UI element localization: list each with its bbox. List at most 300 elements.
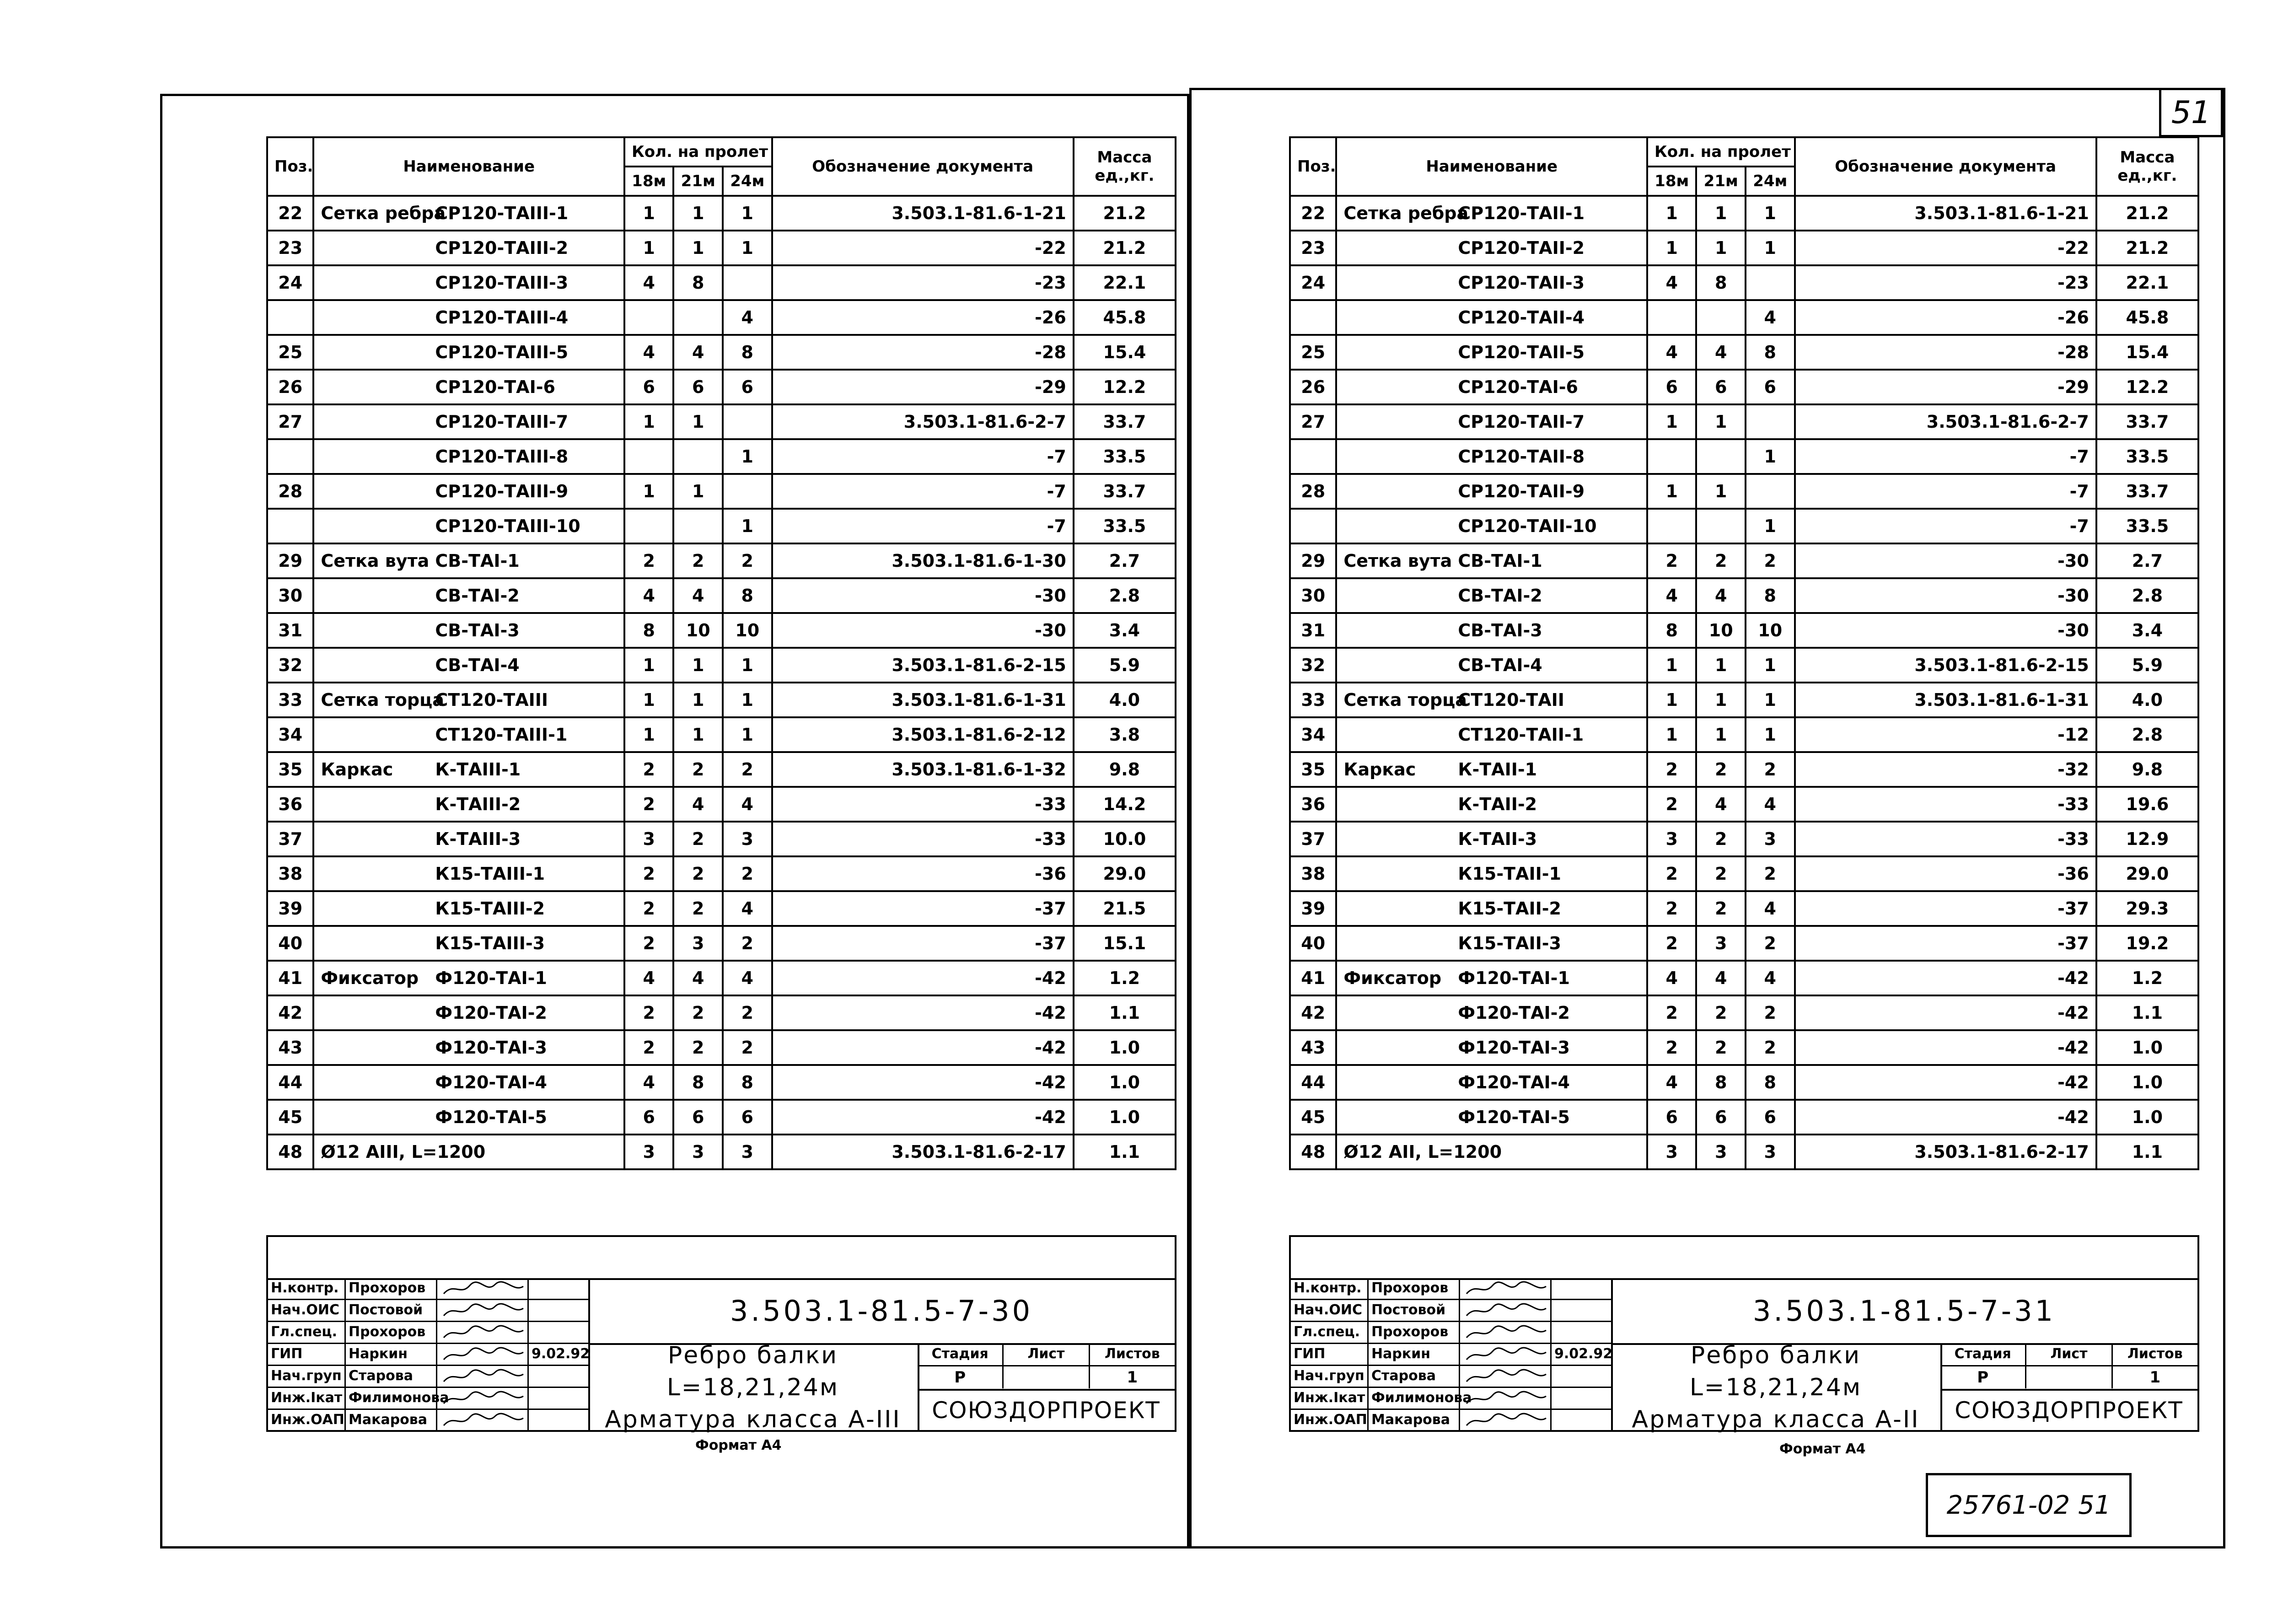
qty-21-cell: 2 [673, 995, 723, 1030]
signature-cell [1460, 1344, 1552, 1365]
mass-cell: 1.1 [2096, 995, 2198, 1030]
pos-cell: 22 [267, 196, 313, 231]
qty-24-cell [723, 265, 772, 300]
mass-cell: 33.7 [1074, 474, 1176, 509]
doc-cell: 3.503.1-81.6-2-12 [772, 717, 1074, 752]
person-name: Прохоров [1369, 1278, 1460, 1299]
name-cell [1336, 648, 1647, 683]
qty-24-cell: 4 [1746, 891, 1795, 926]
table-row [267, 683, 1176, 717]
doc-cell: 3.503.1-81.6-1-21 [772, 196, 1074, 231]
mass-cell: 14.2 [1074, 787, 1176, 822]
group-label [1343, 725, 1458, 745]
pos-cell: 45 [267, 1100, 313, 1135]
signature-row [1291, 1366, 1611, 1388]
signature-grid [1291, 1278, 1613, 1432]
name-cell [313, 856, 624, 891]
qty-24-cell: 1 [1746, 509, 1795, 543]
name-cell [1336, 370, 1647, 404]
doc-cell: 3.503.1-81.6-2-17 [772, 1135, 1074, 1169]
pos-cell: 43 [267, 1030, 313, 1065]
role-label: Н.контр. [268, 1278, 346, 1299]
group-label: Сетка ребра [1343, 203, 1469, 223]
pos-cell: 22 [1290, 196, 1336, 231]
header-doc: Обозначение документа [1795, 137, 2096, 196]
pos-cell: 36 [1290, 787, 1336, 822]
group-label: Каркас [1343, 759, 1416, 780]
group-label [321, 898, 435, 919]
qty-18-cell: 1 [624, 717, 674, 752]
person-name: Постовой [1369, 1300, 1460, 1321]
qty-24-cell: 3 [723, 1135, 772, 1169]
header-q21: 21м [1696, 167, 1746, 196]
name-cell [1336, 787, 1647, 822]
qty-18-cell: 2 [1647, 891, 1697, 926]
qty-24-cell: 3 [723, 822, 772, 856]
doc-cell: -7 [772, 474, 1074, 509]
qty-21-cell: 2 [673, 752, 723, 787]
group-label [321, 1003, 435, 1023]
table-row [267, 995, 1176, 1030]
role-label: Нач.ОИС [268, 1300, 346, 1321]
name-cell [1336, 543, 1647, 578]
name-cell [1336, 961, 1647, 995]
qty-24-cell: 10 [1746, 613, 1795, 648]
qty-18-cell: 4 [624, 1065, 674, 1100]
person-name: Филимонова [1369, 1388, 1460, 1409]
signature-cell [437, 1344, 529, 1365]
mark-label: К15-ТАII-2 [1458, 898, 1561, 919]
qty-21-cell [673, 300, 723, 335]
qty-24-cell: 2 [723, 1030, 772, 1065]
table-row [1290, 300, 2198, 335]
header-qty: Кол. на пролет [1647, 137, 1795, 167]
table-row [1290, 683, 2198, 717]
left-spec-table [266, 136, 1176, 1170]
name-cell [313, 578, 624, 613]
table-row [1290, 648, 2198, 683]
date-cell [1552, 1410, 1611, 1432]
group-label [321, 725, 435, 745]
qty-24-cell: 6 [1746, 1100, 1795, 1135]
doc-cell: -28 [1795, 335, 2096, 370]
doc-cell: -42 [1795, 1100, 2096, 1135]
mark-label: СВ-ТАI-2 [435, 586, 520, 606]
signature-cell [437, 1410, 529, 1432]
qty-21-cell: 6 [1696, 1100, 1746, 1135]
qty-18-cell: 2 [624, 543, 674, 578]
qty-21-cell: 3 [673, 1135, 723, 1169]
doc-cell: -7 [1795, 474, 2096, 509]
mass-cell: 21.2 [2096, 231, 2198, 265]
group-label [1343, 620, 1458, 640]
table-row [1290, 1065, 2198, 1100]
table-row [267, 404, 1176, 439]
qty-18-cell: 1 [1647, 404, 1697, 439]
qty-24-cell: 6 [723, 1100, 772, 1135]
group-label: Сетка торца [1343, 690, 1467, 710]
mark-label: СР120-ТАIII-8 [435, 446, 569, 467]
mass-cell: 1.1 [1074, 995, 1176, 1030]
name-cell [313, 683, 624, 717]
role-label: Гл.спец. [1291, 1322, 1369, 1343]
qty-21-cell: 2 [673, 856, 723, 891]
pos-cell: 28 [267, 474, 313, 509]
archive-number: 25761-02 51 [1926, 1473, 2132, 1537]
group-label [321, 481, 435, 501]
doc-cell: 3.503.1-81.6-2-17 [1795, 1135, 2096, 1169]
role-label: Нач.груп [268, 1366, 346, 1387]
qty-21-cell: 4 [1696, 578, 1746, 613]
qty-18-cell: 4 [624, 961, 674, 995]
qty-24-cell: 1 [723, 683, 772, 717]
qty-21-cell: 10 [673, 613, 723, 648]
doc-cell: -37 [772, 926, 1074, 961]
group-label [1343, 829, 1458, 849]
table-row [267, 474, 1176, 509]
name-cell [1336, 231, 1647, 265]
qty-21-cell: 1 [1696, 648, 1746, 683]
qty-24-cell: 1 [723, 439, 772, 474]
mass-cell: 9.8 [1074, 752, 1176, 787]
qty-21-cell [673, 509, 723, 543]
qty-24-cell: 8 [1746, 578, 1795, 613]
signature-scribble [1463, 1302, 1550, 1320]
mass-cell: 1.0 [2096, 1065, 2198, 1100]
mass-cell: 2.8 [2096, 717, 2198, 752]
qty-24-cell: 8 [723, 578, 772, 613]
doc-cell: -26 [1795, 300, 2096, 335]
doc-cell: -12 [1795, 717, 2096, 752]
mark-label: Ф120-ТАI-4 [435, 1072, 547, 1092]
mass-cell: 1.0 [2096, 1030, 2198, 1065]
qty-18-cell: 4 [1647, 578, 1697, 613]
pos-cell: 23 [267, 231, 313, 265]
mark-label: СР120-ТАIII-10 [435, 516, 580, 536]
table-row [267, 961, 1176, 995]
mass-cell: 12.9 [2096, 822, 2198, 856]
mass-cell: 33.5 [1074, 439, 1176, 474]
qty-24-cell: 4 [1746, 961, 1795, 995]
group-label: Сетка вута [321, 551, 430, 571]
header-pos: Поз. [267, 137, 313, 196]
group-label: Сетка торца [321, 690, 444, 710]
table-row [1290, 578, 2198, 613]
qty-24-cell: 1 [723, 509, 772, 543]
qty-18-cell: 4 [1647, 265, 1697, 300]
group-label: Каркас [321, 759, 393, 780]
qty-24-cell [1746, 474, 1795, 509]
mark-label: СТ120-ТАII [1458, 690, 1564, 710]
doc-cell: -33 [1795, 787, 2096, 822]
pos-cell: 42 [1290, 995, 1336, 1030]
group-label [321, 516, 435, 536]
group-label: Сетка вута [1343, 551, 1452, 571]
group-label [321, 238, 435, 258]
table-row [1290, 265, 2198, 300]
name-cell [313, 1135, 624, 1169]
mark-label: К-ТАII-2 [1458, 794, 1537, 814]
qty-21-cell: 4 [1696, 335, 1746, 370]
pos-cell: 35 [267, 752, 313, 787]
qty-24-cell: 4 [1746, 787, 1795, 822]
pos-cell: 34 [267, 717, 313, 752]
pos-cell: 44 [267, 1065, 313, 1100]
doc-cell: 3.503.1-81.6-1-31 [772, 683, 1074, 717]
qty-21-cell: 1 [1696, 717, 1746, 752]
name-cell [313, 613, 624, 648]
qty-21-cell: 1 [1696, 683, 1746, 717]
pos-cell: 41 [267, 961, 313, 995]
signature-cell [437, 1278, 529, 1299]
group-label: Ø12 АII, L=1200 [1343, 1142, 1502, 1162]
role-label: Гл.спец. [268, 1322, 346, 1343]
name-cell [313, 474, 624, 509]
qty-18-cell: 1 [1647, 683, 1697, 717]
doc-cell: 3.503.1-81.6-1-31 [1795, 683, 2096, 717]
signature-row [1291, 1388, 1611, 1410]
qty-24-cell: 8 [1746, 335, 1795, 370]
date-cell [1552, 1300, 1611, 1321]
doc-cell: -42 [1795, 1030, 2096, 1065]
date-cell [529, 1366, 588, 1387]
header-mass: Масса ед.,кг. [1074, 137, 1176, 196]
header-pos: Поз. [1290, 137, 1336, 196]
signature-grid [268, 1278, 590, 1432]
mass-cell: 3.4 [1074, 613, 1176, 648]
qty-21-cell: 1 [1696, 404, 1746, 439]
table-row [267, 439, 1176, 474]
pos-cell: 29 [1290, 543, 1336, 578]
header-q18: 18м [624, 167, 674, 196]
qty-21-cell [1696, 300, 1746, 335]
role-label: Нач.груп [1291, 1366, 1369, 1387]
qty-21-cell: 1 [673, 404, 723, 439]
table-row [267, 543, 1176, 578]
pos-cell: 39 [267, 891, 313, 926]
table-row [1290, 509, 2198, 543]
group-label [321, 273, 435, 293]
title-block-blank-row [268, 1237, 1175, 1280]
qty-21-cell: 2 [673, 543, 723, 578]
mark-label: СР120-ТАI-6 [435, 377, 555, 397]
pos-cell: 37 [267, 822, 313, 856]
doc-cell: -29 [1795, 370, 2096, 404]
left-format-label: Формат А4 [695, 1437, 782, 1453]
mass-cell: 1.1 [2096, 1135, 2198, 1169]
qty-18-cell: 1 [1647, 648, 1697, 683]
qty-18-cell: 1 [624, 683, 674, 717]
mass-cell: 22.1 [1074, 265, 1176, 300]
qty-24-cell: 1 [1746, 439, 1795, 474]
mass-cell: 4.0 [2096, 683, 2198, 717]
table-row [1290, 856, 2198, 891]
mark-label: СР120-ТАIII-4 [435, 307, 569, 328]
group-label [321, 586, 435, 606]
role-label: Инж.ОАП [268, 1410, 346, 1432]
date-cell [529, 1300, 588, 1321]
table-row [267, 822, 1176, 856]
mass-cell: 33.5 [2096, 509, 2198, 543]
mark-label: СР120-ТАIII-7 [435, 412, 569, 432]
qty-24-cell: 1 [1746, 717, 1795, 752]
name-cell [313, 300, 624, 335]
doc-cell: -37 [772, 891, 1074, 926]
pos-cell [1290, 300, 1336, 335]
signature-cell [437, 1322, 529, 1343]
group-label [1343, 516, 1458, 536]
qty-18-cell: 4 [1647, 335, 1697, 370]
mass-cell: 2.7 [2096, 543, 2198, 578]
qty-21-cell: 2 [1696, 1030, 1746, 1065]
mark-label: К15-ТАIII-2 [435, 898, 545, 919]
mass-cell: 2.7 [1074, 543, 1176, 578]
mark-label: СВ-ТАI-4 [1458, 655, 1542, 675]
qty-21-cell: 1 [673, 648, 723, 683]
role-label: ГИП [1291, 1344, 1369, 1365]
qty-24-cell: 1 [723, 196, 772, 231]
name-cell [1336, 1065, 1647, 1100]
name-cell [1336, 265, 1647, 300]
doc-cell: -42 [772, 1100, 1074, 1135]
doc-cell: -30 [1795, 543, 2096, 578]
qty-21-cell: 2 [1696, 822, 1746, 856]
name-cell [313, 370, 624, 404]
qty-21-cell: 1 [1696, 231, 1746, 265]
qty-18-cell: 2 [624, 995, 674, 1030]
mass-cell: 15.4 [1074, 335, 1176, 370]
table-row [267, 613, 1176, 648]
qty-24-cell: 2 [1746, 752, 1795, 787]
left-sheet [266, 136, 1176, 1170]
header-qty: Кол. на пролет [624, 137, 772, 167]
mass-cell: 15.1 [1074, 926, 1176, 961]
qty-18-cell: 4 [624, 578, 674, 613]
pos-cell: 32 [267, 648, 313, 683]
qty-24-cell: 4 [723, 300, 772, 335]
stage-block: Стадия Лист Листов Р 1 [918, 1343, 1175, 1391]
mark-label: СВ-ТАI-3 [1458, 620, 1542, 640]
mark-label: СР120-ТАII-7 [1458, 412, 1585, 432]
name-cell [1336, 1100, 1647, 1135]
mass-cell: 1.0 [1074, 1100, 1176, 1135]
person-name: Старова [1369, 1366, 1460, 1387]
pos-cell: 25 [1290, 335, 1336, 370]
date-cell [1552, 1322, 1611, 1343]
doc-cell: -42 [1795, 1065, 2096, 1100]
table-row [267, 300, 1176, 335]
person-name: Наркин [1369, 1344, 1460, 1365]
qty-24-cell: 8 [723, 1065, 772, 1100]
doc-cell: -7 [772, 439, 1074, 474]
qty-21-cell: 2 [673, 891, 723, 926]
group-label [1343, 655, 1458, 675]
doc-cell: -37 [1795, 926, 2096, 961]
table-row [267, 787, 1176, 822]
mass-cell: 1.0 [2096, 1100, 2198, 1135]
table-row [1290, 926, 2198, 961]
organization-name: СОЮЗДОРПРОЕКТ [932, 1397, 1160, 1424]
doc-cell: -7 [1795, 439, 2096, 474]
qty-18-cell: 6 [624, 1100, 674, 1135]
pos-cell: 33 [267, 683, 313, 717]
pos-cell [267, 300, 313, 335]
date-cell [1552, 1278, 1611, 1299]
qty-18-cell: 2 [624, 752, 674, 787]
name-cell [1336, 509, 1647, 543]
mass-cell: 21.2 [2096, 196, 2198, 231]
pos-cell: 26 [1290, 370, 1336, 404]
pos-cell: 44 [1290, 1065, 1336, 1100]
date-cell [1552, 1366, 1611, 1387]
right-sheet [1289, 136, 2199, 1170]
qty-21-cell: 6 [1696, 370, 1746, 404]
right-spec-table [1289, 136, 2199, 1170]
name-cell [1336, 578, 1647, 613]
header-q24: 24м [1746, 167, 1795, 196]
doc-cell: -30 [1795, 578, 2096, 613]
mark-label: Ф120-ТАI-2 [1458, 1003, 1570, 1023]
table-row [267, 717, 1176, 752]
table-row [1290, 613, 2198, 648]
table-row [267, 1135, 1176, 1169]
mark-label: СР120-ТАII-9 [1458, 481, 1585, 501]
name-cell [313, 822, 624, 856]
qty-24-cell: 2 [723, 926, 772, 961]
table-row [1290, 231, 2198, 265]
doc-cell: -7 [772, 509, 1074, 543]
doc-cell: 3.503.1-81.6-2-7 [772, 404, 1074, 439]
qty-21-cell: 8 [1696, 1065, 1746, 1100]
mass-cell: 45.8 [1074, 300, 1176, 335]
name-cell [1336, 856, 1647, 891]
name-cell [313, 891, 624, 926]
pos-cell: 42 [267, 995, 313, 1030]
table-row [267, 265, 1176, 300]
mark-label: К-ТАII-1 [1458, 759, 1537, 780]
header-name: Наименование [313, 137, 624, 196]
pos-cell: 43 [1290, 1030, 1336, 1065]
mass-cell: 33.5 [2096, 439, 2198, 474]
group-label [321, 1038, 435, 1058]
doc-cell: -23 [772, 265, 1074, 300]
pos-cell: 39 [1290, 891, 1336, 926]
mass-cell: 19.2 [2096, 926, 2198, 961]
group-label [1343, 238, 1458, 258]
pos-cell: 38 [1290, 856, 1336, 891]
qty-21-cell: 2 [1696, 752, 1746, 787]
pos-cell: 30 [267, 578, 313, 613]
group-label [1343, 481, 1458, 501]
qty-18-cell: 2 [624, 891, 674, 926]
qty-24-cell: 1 [723, 648, 772, 683]
mark-label: СВ-ТАI-1 [435, 551, 520, 571]
qty-18-cell: 3 [1647, 1135, 1697, 1169]
date-cell [529, 1278, 588, 1299]
qty-18-cell: 4 [1647, 961, 1697, 995]
doc-cell: -7 [1795, 509, 2096, 543]
qty-24-cell: 2 [723, 752, 772, 787]
qty-21-cell: 1 [673, 196, 723, 231]
group-label [1343, 864, 1458, 884]
pos-cell: 37 [1290, 822, 1336, 856]
role-label: Инж.ОАП [1291, 1410, 1369, 1432]
group-label [1343, 1038, 1458, 1058]
qty-24-cell: 2 [1746, 1030, 1795, 1065]
mark-label [485, 1142, 617, 1162]
qty-18-cell [1647, 439, 1697, 474]
qty-18-cell [1647, 509, 1697, 543]
